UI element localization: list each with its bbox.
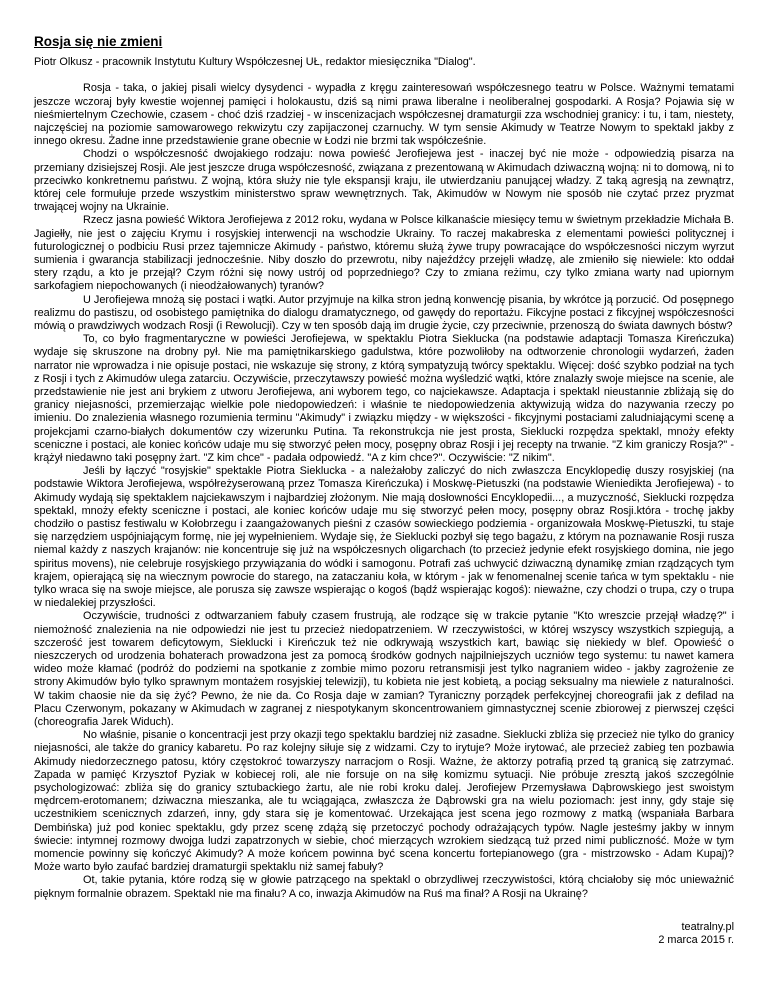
article-title: Rosja się nie zmieni xyxy=(34,34,163,49)
article-footer xyxy=(34,921,734,948)
source-name: teatralny.pl xyxy=(681,920,734,933)
paragraph-9: Ot, takie pytania, które rodzą się w głowie patrzącego na spektakl o obrzydliwej rzeczywistości, którą chciałoby się móc unieważnić pięknym formalnie obrazem. Spektakl nie ma finału? A co, inwazja Akimudów na Ruś ma finał? A Rosji na Ukrainę? xyxy=(34,874,734,900)
paragraph-7: Oczywiście, trudności z odtwarzaniem fabuły czasem frustrują, ale rodzące się w trakcie pytanie "Kto wreszcie przejął władzę?" i niemożność znalezienia na nie odpowiedzi nie jest tu przecież niedopatrzeniem. W rzeczywistości, w której wszyscy wszystkich szpiegują, a szczerość jest towarem deficytowym, Sieklucki i Kireńczuk też nie odkrywają wszystkich kart, bawiąc się niekiedy w blef. Opowieść o nieszczerych od urodzenia bohaterach prowadzona jest za pomocą środków godnych najpilniejszych uczniów tego systemu: tu nawet kamera wideo może kłamać (podróż do podziemi na spotkanie z zombie mimo pozoru retransmisji jest tylko nagraniem wideo - jakby zagrożenie ze strony Akimudów było tylko sprawnym montażem rosyjskiej telewizji), tu kobieta nie jest kobietą, a pociąg seksualny ma niewiele z naturalności. W takim chaosie nie da się żyć? Pewno, że nie da. Co Rosja daje w zamian? Tyraniczny porządek perfekcyjnej choreografii jak z defilad na Placu Czerwonym, pokazany w Akimudach w zagranej z niespotykanym skoncentrowaniem gimnastycznej scenie zbiorowej z pierwszej części (choreografia Jarek Widuch). xyxy=(34,610,734,729)
author-byline: Piotr Olkusz - pracownik Instytutu Kultury Współczesnej UŁ, redaktor miesięcznika "Dialog". xyxy=(34,56,476,68)
article-body xyxy=(34,82,734,901)
publication-date: 2 marca 2015 r. xyxy=(658,934,734,947)
paragraph-2: Chodzi o współczesność dwojakiego rodzaju: nowa powieść Jerofiejewa jest - inaczej być nie może - odpowiedzią pisarza na przemiany dzisiejszej Rosji. Ale jest jeszcze druga współczesność, związana z prezentowaną w Akimudach dziwaczną wojną: ni to domową, ni to przeciwko konkretnemu państwu. Z wojną, która służy nie tyle ekspansji kraju, ile utwierdzaniu panującej władzy. Z taką agresją na zewnątrz, której cele formułuje przede wszystkim ministerstwo spraw wewnętrznych. Tak, Akimudów w Nowym nie sposób nie czytać przez pryzmat trwającej wojny na Ukrainie. xyxy=(34,148,734,214)
paragraph-5: To, co było fragmentaryczne w powieści Jerofiejewa, w spektaklu Piotra Sieklucka (na podstawie adaptacji Tomasza Kireńczuka) wydaje się skruszone na drobny pył. Nie ma pamiętnikarskiego gadulstwa, które pozwoliłoby na odtworzenie chronologii wydarzeń, żaden narrator nie wprowadza i nie opisuje postaci, nie wskazuje się strony, z którą sympatyzują twórcy spektaklu. Więcej: dość szybko podział na tych z Rosji i tych z Akimudów ulega zatarciu. Oczywiście, przeczytawszy powieść można wyśledzić wątki, które znalazły swoje miejsce na scenie, ale przedstawienie nie jest ani brykiem z utworu Jerofiejewa, ani wyborem tego, co najciekawsze. Adaptacja i spektakl nieustannie zbliżają się do granicy niejasności, przemierzając wielkie pole niedopowiedzeń: i właśnie te niedopowiedzenia aktywizują widza do nazywania rzeczy po imieniu. Do znalezienia własnego rozumienia terminu "Akimudy" i związku między - w większości - fikcyjnymi postaciami zaludniającymi scenę a projekcjami czarno-białych dokumentów czy wizerunku Putina. Ta rekonstrukcja nie jest prosta, Sieklucki rozpędza spektakl, mnoży efekty sceniczne i postaci, ale koniec końców udaje mu się stworzyć pełen mocy, posępny obraz Rosji i jej recepty na trwanie. "Z kim graniczy Rosja?" - krążył niedawno taki posępny żart. "Z kim chce" - padała odpowiedź. "A z kim chce?". Oczywiście: "Z nikim". xyxy=(34,333,734,464)
paragraph-4: U Jerofiejewa mnożą się postaci i wątki. Autor przyjmuje na kilka stron jedną konwencję pisania, by wkrótce ją porzucić. Od posępnego realizmu do pastiszu, od osobistego pamiętnika do dialogu dramatycznego, od gawędy do reportażu. Fikcyjne postaci z fikcyjnej współczesności mówią o prawdziwych wodzach Rosji (i Rewolucji). Czy w ten sposób dają im drugie życie, czy przeciwnie, przenoszą do świata dawnych bóstw? xyxy=(34,293,734,332)
paragraph-3: Rzecz jasna powieść Wiktora Jerofiejewa z 2012 roku, wydana w Polsce kilkanaście miesięcy temu w świetnym przekładzie Michała B. Jagiełły, nie jest o zajęciu Krymu i rosyjskiej interwencji na wschodzie Ukrainy. To raczej makabreska z elementami powieści politycznej i futurologicznej o podbiciu Rusi przez tajemnicze Akimudy - państwo, któremu służą żywe trupy powracające do współczesności niczym wyrzut sumienia i gwarancja stabilizacji jednocześnie. Niby doszło do przewrotu, niby najeźdźcy przejęli władzę, ale zmieniło się niewiele: kto oddał stery rządu, a kto je przejął? Czym różni się nowy ustrój od poprzedniego? Czy to zmiana reżimu, czy tylko zmiana warty nad upiornym sarkofagiem niepochowanych (i nieodżałowanych) tyranów? xyxy=(34,214,734,293)
paragraph-1: Rosja - taka, o jakiej pisali wielcy dysydenci - wypadła z kręgu zainteresowań współczesnego teatru w Polsce. Ważnymi tematami jeszcze wczoraj były kwestie wojennej pamięci i holokaustu, dziś są nimi prawa liberalne i neoliberalnej gospodarki. A Rosja? Pojawia się w nieśmiertelnym Czechowie, czasem - choć dziś rzadziej - w inscenizacjach współczesnej dramaturgii zza wschodniej granicy: i tu, i tam, niestety, najczęściej na poziomie samowarowego rekwizytu czy zapijaczonej czarnuchy. W tym sensie Akimudy w Teatrze Nowym to spektakl jakby z innego okresu. Żadne inne przedstawienie grane obecnie w Łodzi nie brzmi tak współcześnie. xyxy=(34,82,734,148)
paragraph-8: No właśnie, pisanie o koncentracji jest przy okazji tego spektaklu bardziej niż zasadne. Sieklucki zbliża się przecież nie tylko do granicy niejasności, ale także do granicy kabaretu. Po raz kolejny siłuje się z widzami. Czy to irytuje? Może irytować, ale przecież zabieg ten pozbawia Akimudy niedorzecznego patosu, który częstokroć towarzyszy narracjom o Rosji. Ważne, że aktorzy potrafią przed tą granicą się zatrzymać. Zapada w pamięć Krzysztof Pyziak w kobiecej roli, ale nie forsuje on na siłę komizmu sytuacji. Nie próbuje zresztą jakoś szczególnie psychologizować: zbliża się do granicy sztubackiego żartu, ale nie robi kroku dalej. Jerofiejew Przemysława Dąbrowskiego jest swoistym mędrcem-erotomanem; dziwaczna mieszanka, ale tu wciągająca, zwłaszcza że Dąbrowski gra na wielu poziomach: jest inny, gdy staje się uczestnikiem scenicznych zdarzeń, inny, gdy stara się je komentować. Urzekająca jest scena jego rozmowy z matką (wspaniała Barbara Dembińska) już pod koniec spektaklu, gdy przez scenę zdążą się przetoczyć pochody odrażających typów. Nagle jesteśmy jakby w innym świecie: intymnej rozmowy dwojga ludzi zapatrzonych w siebie, choć mierzących wzrokiem siedzącą tuż przed nimi publiczność. Może w tym momencie powinny się kończyć Akimudy? A może końcem powinna być scena koncertu fortepianowego (gra - mistrzowsko - Adam Kupaj)? Może warto było zaufać bardziej dramaturgii spektaklu niż samej fabuły? xyxy=(34,729,734,874)
paragraph-6: Jeśli by łączyć "rosyjskie" spektakle Piotra Sieklucka - a należałoby zaliczyć do nich zwłaszcza Encyklopedię duszy rosyjskiej (na podstawie Wiktora Jerofiejewa, współreżyserowaną przez Tomasza Kireńczuka) i Moskwę-Pietuszki (na podstawie Wieniedikta Jerofiejewa) - to Akimudy wydają się spektaklem najciekawszym i najbardziej złożonym. Nie mają dosłowności Encyklopedii..., a muzyczność, Sieklucki rozpędza spektakl, mnoży efekty sceniczne i postaci, ale koniec końców udaje mu się stworzyć pełen mocy, posępny obraz Rosji.która - trochę jakby chodziło o pastisz festiwalu w Kołobrzegu i zaangażowanych pieśni z czasów sowieckiego podziemia - organizowała Moskwę-Pietuszki, tu staje się narzędziem uspójniającym formę, nie jej wypełnieniem. Wydaje się, że Sieklucki pozbył się tego bagażu, z którym na poznawanie Rosji rusza niemal każdy z naszych krajanów: nie koncentruje się już na współczesnych oligarchach (to przecież jedynie efekt rosyjskiego domina, nie jego spiritus movens), nie celebruje rosyjskiego przywiązania do wódki i samogonu. Potrafi zaś uchwycić dziwaczną dynamikę zmian rządzących tym krajem, opierającą się na wiecznym powrocie do starego, na zataczaniu koła, w którym - jak w fenomenalnej scenie tańca w tym spektaklu - nie tylko wraca się na swoje miejsce, ale porusza się zawsze wspierając o kogoś (bądź wspierając kogoś): nieważne, czy chodzi o trupa, czy o trupa w niedalekiej przyszłości. xyxy=(34,465,734,610)
